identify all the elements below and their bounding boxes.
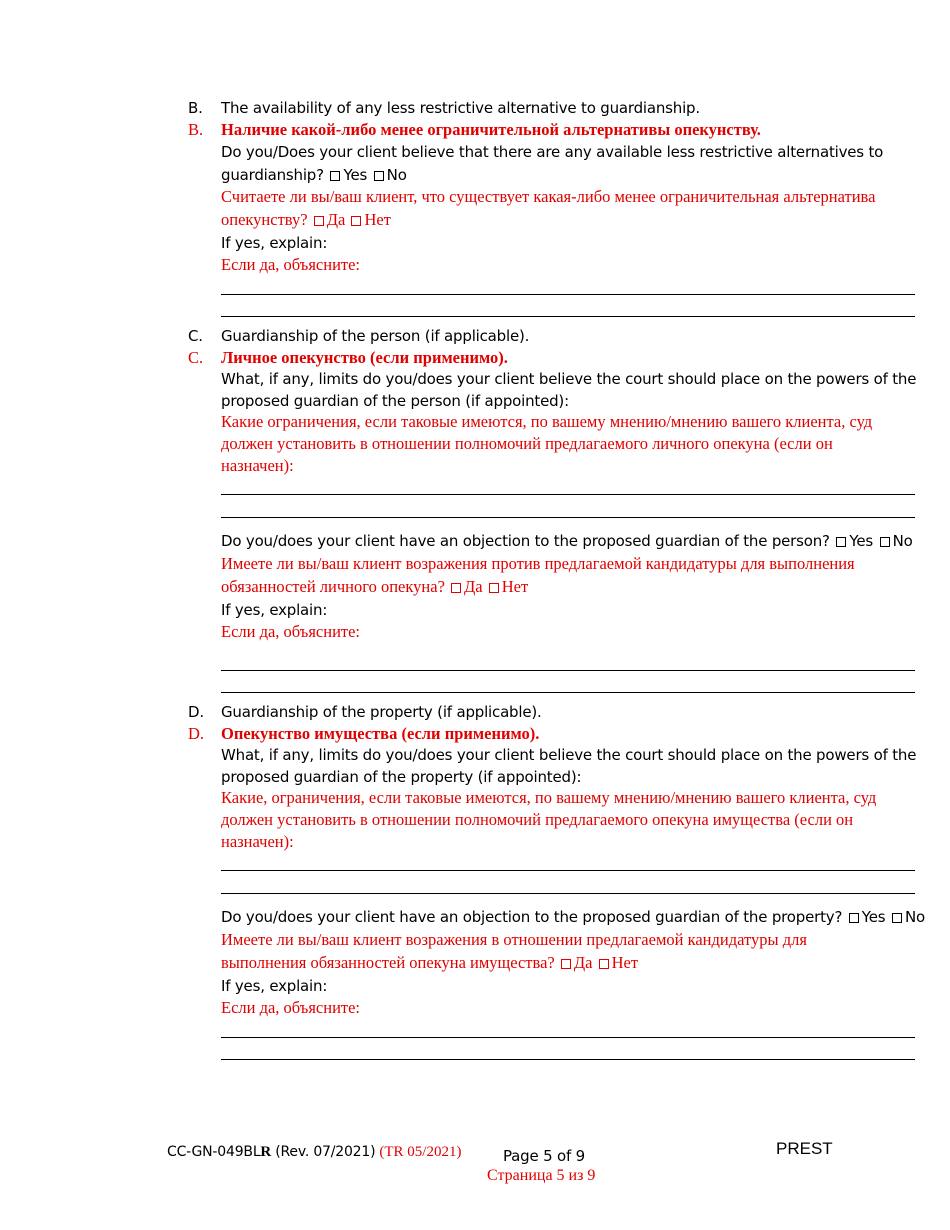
section-d-objection-en-text: Do you/does your client have an objection to the proposed guardian of the property? bbox=[221, 908, 843, 926]
section-b-question-ru-text: опекунству? bbox=[221, 210, 308, 229]
section-d-yes-label-ru: Да bbox=[573, 953, 593, 972]
section-c-no-checkbox-ru[interactable] bbox=[489, 583, 499, 593]
section-b-explain-ru: Если да, объясните: bbox=[221, 255, 361, 274]
section-d-no-label-en: No bbox=[905, 908, 925, 926]
section-b-no-label-en: No bbox=[386, 166, 407, 184]
section-c-explain-en: If yes, explain: bbox=[221, 601, 328, 619]
section-b-yes-checkbox-en[interactable] bbox=[330, 171, 340, 181]
section-d-objection-ru-text: выполнения обязанностей опекуна имущества? bbox=[221, 953, 555, 972]
section-b-no-checkbox-ru[interactable] bbox=[351, 216, 361, 226]
section-c-no-checkbox-en[interactable] bbox=[880, 537, 890, 547]
section-d-letter-ru: D. bbox=[188, 724, 205, 743]
section-c-no-label-ru: Нет bbox=[501, 577, 529, 596]
section-c-limits-en-line1: What, if any, limits do you/does your client believe the court should place on the powers of the bbox=[221, 370, 917, 388]
section-b-no-label-ru: Нет bbox=[364, 210, 391, 229]
section-d-title-en: Guardianship of the property (if applicable). bbox=[221, 703, 542, 721]
section-c-title-en: Guardianship of the person (if applicable). bbox=[221, 327, 530, 345]
section-d-limits-en-line1: What, if any, limits do you/does your client believe the court should place on the powers of the bbox=[221, 746, 917, 764]
section-c-yes-checkbox-ru[interactable] bbox=[451, 583, 461, 593]
section-c-yes-checkbox-en[interactable] bbox=[836, 537, 846, 547]
section-d-objection-answer-line-2[interactable] bbox=[221, 1059, 915, 1060]
section-d-no-checkbox-ru[interactable] bbox=[599, 959, 609, 969]
section-b-no-checkbox-en[interactable] bbox=[374, 171, 384, 181]
section-d-objection-ru-line1: Имеете ли вы/ваш клиент возражения в отношении предлагаемой кандидатуры для bbox=[221, 930, 807, 949]
section-c-objection-en-text: Do you/does your client have an objection to the proposed guardian of the person? bbox=[221, 532, 830, 550]
section-d-yes-label-en: Yes bbox=[861, 908, 886, 926]
section-b-question-en-text: guardianship? bbox=[221, 166, 324, 184]
section-d-limits-answer-line-2[interactable] bbox=[221, 893, 915, 894]
section-c-objection-ru-text: обязанностей личного опекуна? bbox=[221, 577, 445, 596]
form-identifier bbox=[167, 1142, 461, 1162]
section-b-yes-checkbox-ru[interactable] bbox=[314, 216, 324, 226]
section-d-title-ru: Опекунство имущества (если применимо). bbox=[221, 724, 540, 743]
section-b-question-ru-line1: Считаете ли вы/ваш клиент, что существует какая-либо менее ограничительная альтернатива bbox=[221, 187, 876, 206]
section-d-explain-ru: Если да, объясните: bbox=[221, 998, 361, 1017]
section-b-answer-line-1[interactable] bbox=[221, 294, 915, 295]
section-d-yes-checkbox-en[interactable] bbox=[849, 913, 859, 923]
form-suffix: R bbox=[260, 1144, 272, 1160]
section-c-objection-answer-line-1[interactable] bbox=[221, 670, 915, 671]
section-c-limits-answer-line-1[interactable] bbox=[221, 494, 915, 495]
page-number-en: Page 5 of 9 bbox=[503, 1147, 585, 1165]
section-c-letter-ru: C. bbox=[188, 348, 204, 367]
section-c-limits-answer-line-2[interactable] bbox=[221, 517, 915, 518]
section-b-letter-ru: B. bbox=[188, 120, 204, 139]
section-d-limits-en-line2: proposed guardian of the property (if appointed): bbox=[221, 768, 582, 786]
section-c-objection-answer-line-2[interactable] bbox=[221, 692, 915, 693]
section-d-limits-ru-line2: должен установить в отношении полномочий предлагаемого опекуна имущества (если он bbox=[221, 810, 854, 829]
section-d-objection-answer-line-1[interactable] bbox=[221, 1037, 915, 1038]
prest-label: PREST bbox=[776, 1139, 833, 1158]
section-d-objection-en bbox=[221, 907, 925, 927]
section-c-title-ru: Личное опекунство (если применимо). bbox=[221, 348, 508, 367]
section-c-objection-ru-line1: Имеете ли вы/ваш клиент возражения против предлагаемой кандидатуры для выполнения bbox=[221, 554, 855, 573]
section-d-no-label-ru: Нет bbox=[611, 953, 639, 972]
section-c-limits-ru-line1: Какие ограничения, если таковые имеются, по вашему мнению/мнению вашего клиента, суд bbox=[221, 412, 873, 431]
section-b-question-en-line1: Do you/Does your client believe that there are any available less restrictive alternatives to bbox=[221, 143, 884, 161]
section-b-title-en: The availability of any less restrictive alternative to guardianship. bbox=[221, 99, 700, 117]
section-c-explain-ru: Если да, объясните: bbox=[221, 622, 361, 641]
section-b-yes-label-ru: Да bbox=[326, 210, 346, 229]
section-b-question-ru-line2 bbox=[221, 210, 391, 230]
section-b-yes-label-en: Yes bbox=[343, 166, 368, 184]
section-d-limits-ru-line3: назначен): bbox=[221, 832, 294, 851]
section-d-letter-en: D. bbox=[188, 703, 204, 721]
section-c-limits-ru-line3: назначен): bbox=[221, 456, 294, 475]
section-c-letter-en: C. bbox=[188, 327, 203, 345]
section-b-title-ru: Наличие какой-либо менее ограничительной альтернативы опекунству. bbox=[221, 120, 761, 139]
section-b-explain-en: If yes, explain: bbox=[221, 234, 328, 252]
section-c-limits-ru-line2: должен установить в отношении полномочий предлагаемого личного опекуна (если он bbox=[221, 434, 833, 453]
section-c-limits-en-line2: proposed guardian of the person (if appointed): bbox=[221, 392, 569, 410]
section-d-objection-ru-line2 bbox=[221, 953, 638, 973]
section-b-answer-line-2[interactable] bbox=[221, 316, 915, 317]
section-d-yes-checkbox-ru[interactable] bbox=[561, 959, 571, 969]
form-translation-date: (TR 05/2021) bbox=[379, 1144, 462, 1160]
form-code: CC-GN-049BL bbox=[167, 1144, 261, 1160]
form-revision: (Rev. 07/2021) bbox=[275, 1144, 376, 1160]
section-d-limits-answer-line-1[interactable] bbox=[221, 870, 915, 871]
section-b-letter-en: B. bbox=[188, 99, 203, 117]
section-b-question-en-line2 bbox=[221, 165, 407, 185]
section-c-no-label-en: No bbox=[892, 532, 913, 550]
section-c-yes-label-en: Yes bbox=[849, 532, 874, 550]
section-c-yes-label-ru: Да bbox=[464, 577, 483, 596]
section-d-limits-ru-line1: Какие, ограничения, если таковые имеются, по вашему мнению/мнению вашего клиента, суд bbox=[221, 788, 877, 807]
section-c-objection-en bbox=[221, 531, 913, 551]
section-d-no-checkbox-en[interactable] bbox=[892, 913, 902, 923]
page-number-ru: Страница 5 из 9 bbox=[487, 1167, 596, 1184]
section-d-explain-en: If yes, explain: bbox=[221, 977, 328, 995]
section-c-objection-ru-line2 bbox=[221, 577, 528, 597]
